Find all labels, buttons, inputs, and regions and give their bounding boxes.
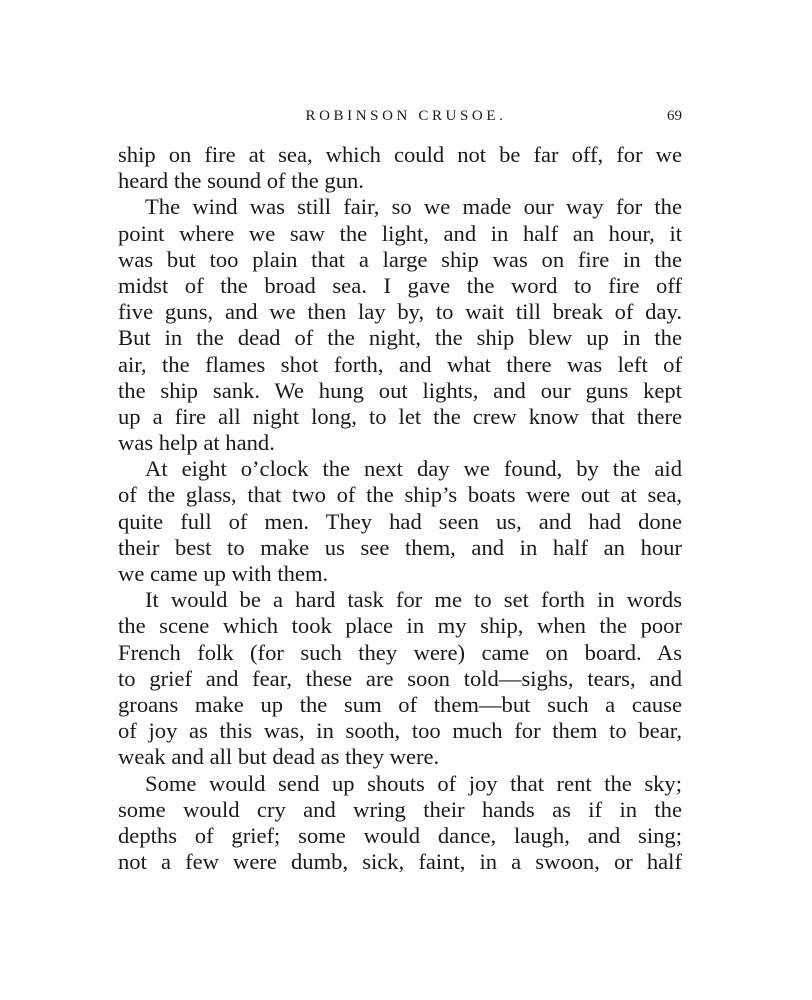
text-line: French folk (for such they were) came on board. As: [118, 639, 682, 665]
text-line: groans make up the sum of them—but such a cause: [118, 691, 682, 717]
page-number: 69: [667, 108, 682, 124]
text-line: weak and all but dead as they were.: [118, 744, 440, 770]
text-line: ship on fire at sea, which could not be far off, for we: [118, 142, 682, 167]
text-line: was but too plain that a large ship was on fire in the: [118, 246, 682, 272]
text-line: air, the flames shot forth, and what there was left of: [118, 351, 682, 377]
text-line: quite full of men. They had seen us, and had done: [118, 508, 682, 534]
text-line: heard the sound of the gun.: [118, 168, 364, 194]
running-title: ROBINSON CRUSOE.: [305, 108, 507, 124]
text-line: depths of grief; some would dance, laugh, and sing;: [118, 822, 682, 848]
text-line: was help at hand.: [118, 430, 275, 456]
paragraph-first-line: It would be a hard task for me to set forth in words: [145, 587, 682, 613]
paragraph-first-line: The wind was still fair, so we made our way for the: [145, 194, 682, 220]
text-line: their best to make us see them, and in half an hour: [118, 534, 682, 560]
body-text: [118, 142, 682, 875]
text-line: midst of the broad sea. I gave the word to fire off: [118, 272, 682, 298]
text-line: But in the dead of the night, the ship blew up in the: [118, 325, 682, 351]
running-head: [118, 108, 682, 132]
text-line: of joy as this was, in sooth, too much for them to bear,: [118, 718, 682, 744]
text-line: up a fire all night long, to let the crew know that there: [118, 403, 682, 429]
text-line: point where we saw the light, and in half an hour, it: [118, 220, 682, 246]
paragraph-first-line: Some would send up shouts of joy that rent the sky;: [145, 770, 682, 796]
text-line: not a few were dumb, sick, faint, in a swoon, or half: [118, 849, 682, 875]
text-line: the ship sank. We hung out lights, and our guns kept: [118, 377, 682, 403]
text-line: to grief and fear, these are soon told—sighs, tears, and: [118, 665, 682, 691]
text-line: we came up with them.: [118, 561, 329, 586]
text-line: five guns, and we then lay by, to wait till break of day.: [118, 299, 682, 325]
text-line: some would cry and wring their hands as if in the: [118, 796, 682, 822]
text-line: the scene which took place in my ship, when the poor: [118, 613, 682, 639]
paragraph-first-line: At eight o’clock the next day we found, by the aid: [145, 456, 682, 482]
text-line: of the glass, that two of the ship’s boats were out at sea,: [118, 482, 682, 508]
